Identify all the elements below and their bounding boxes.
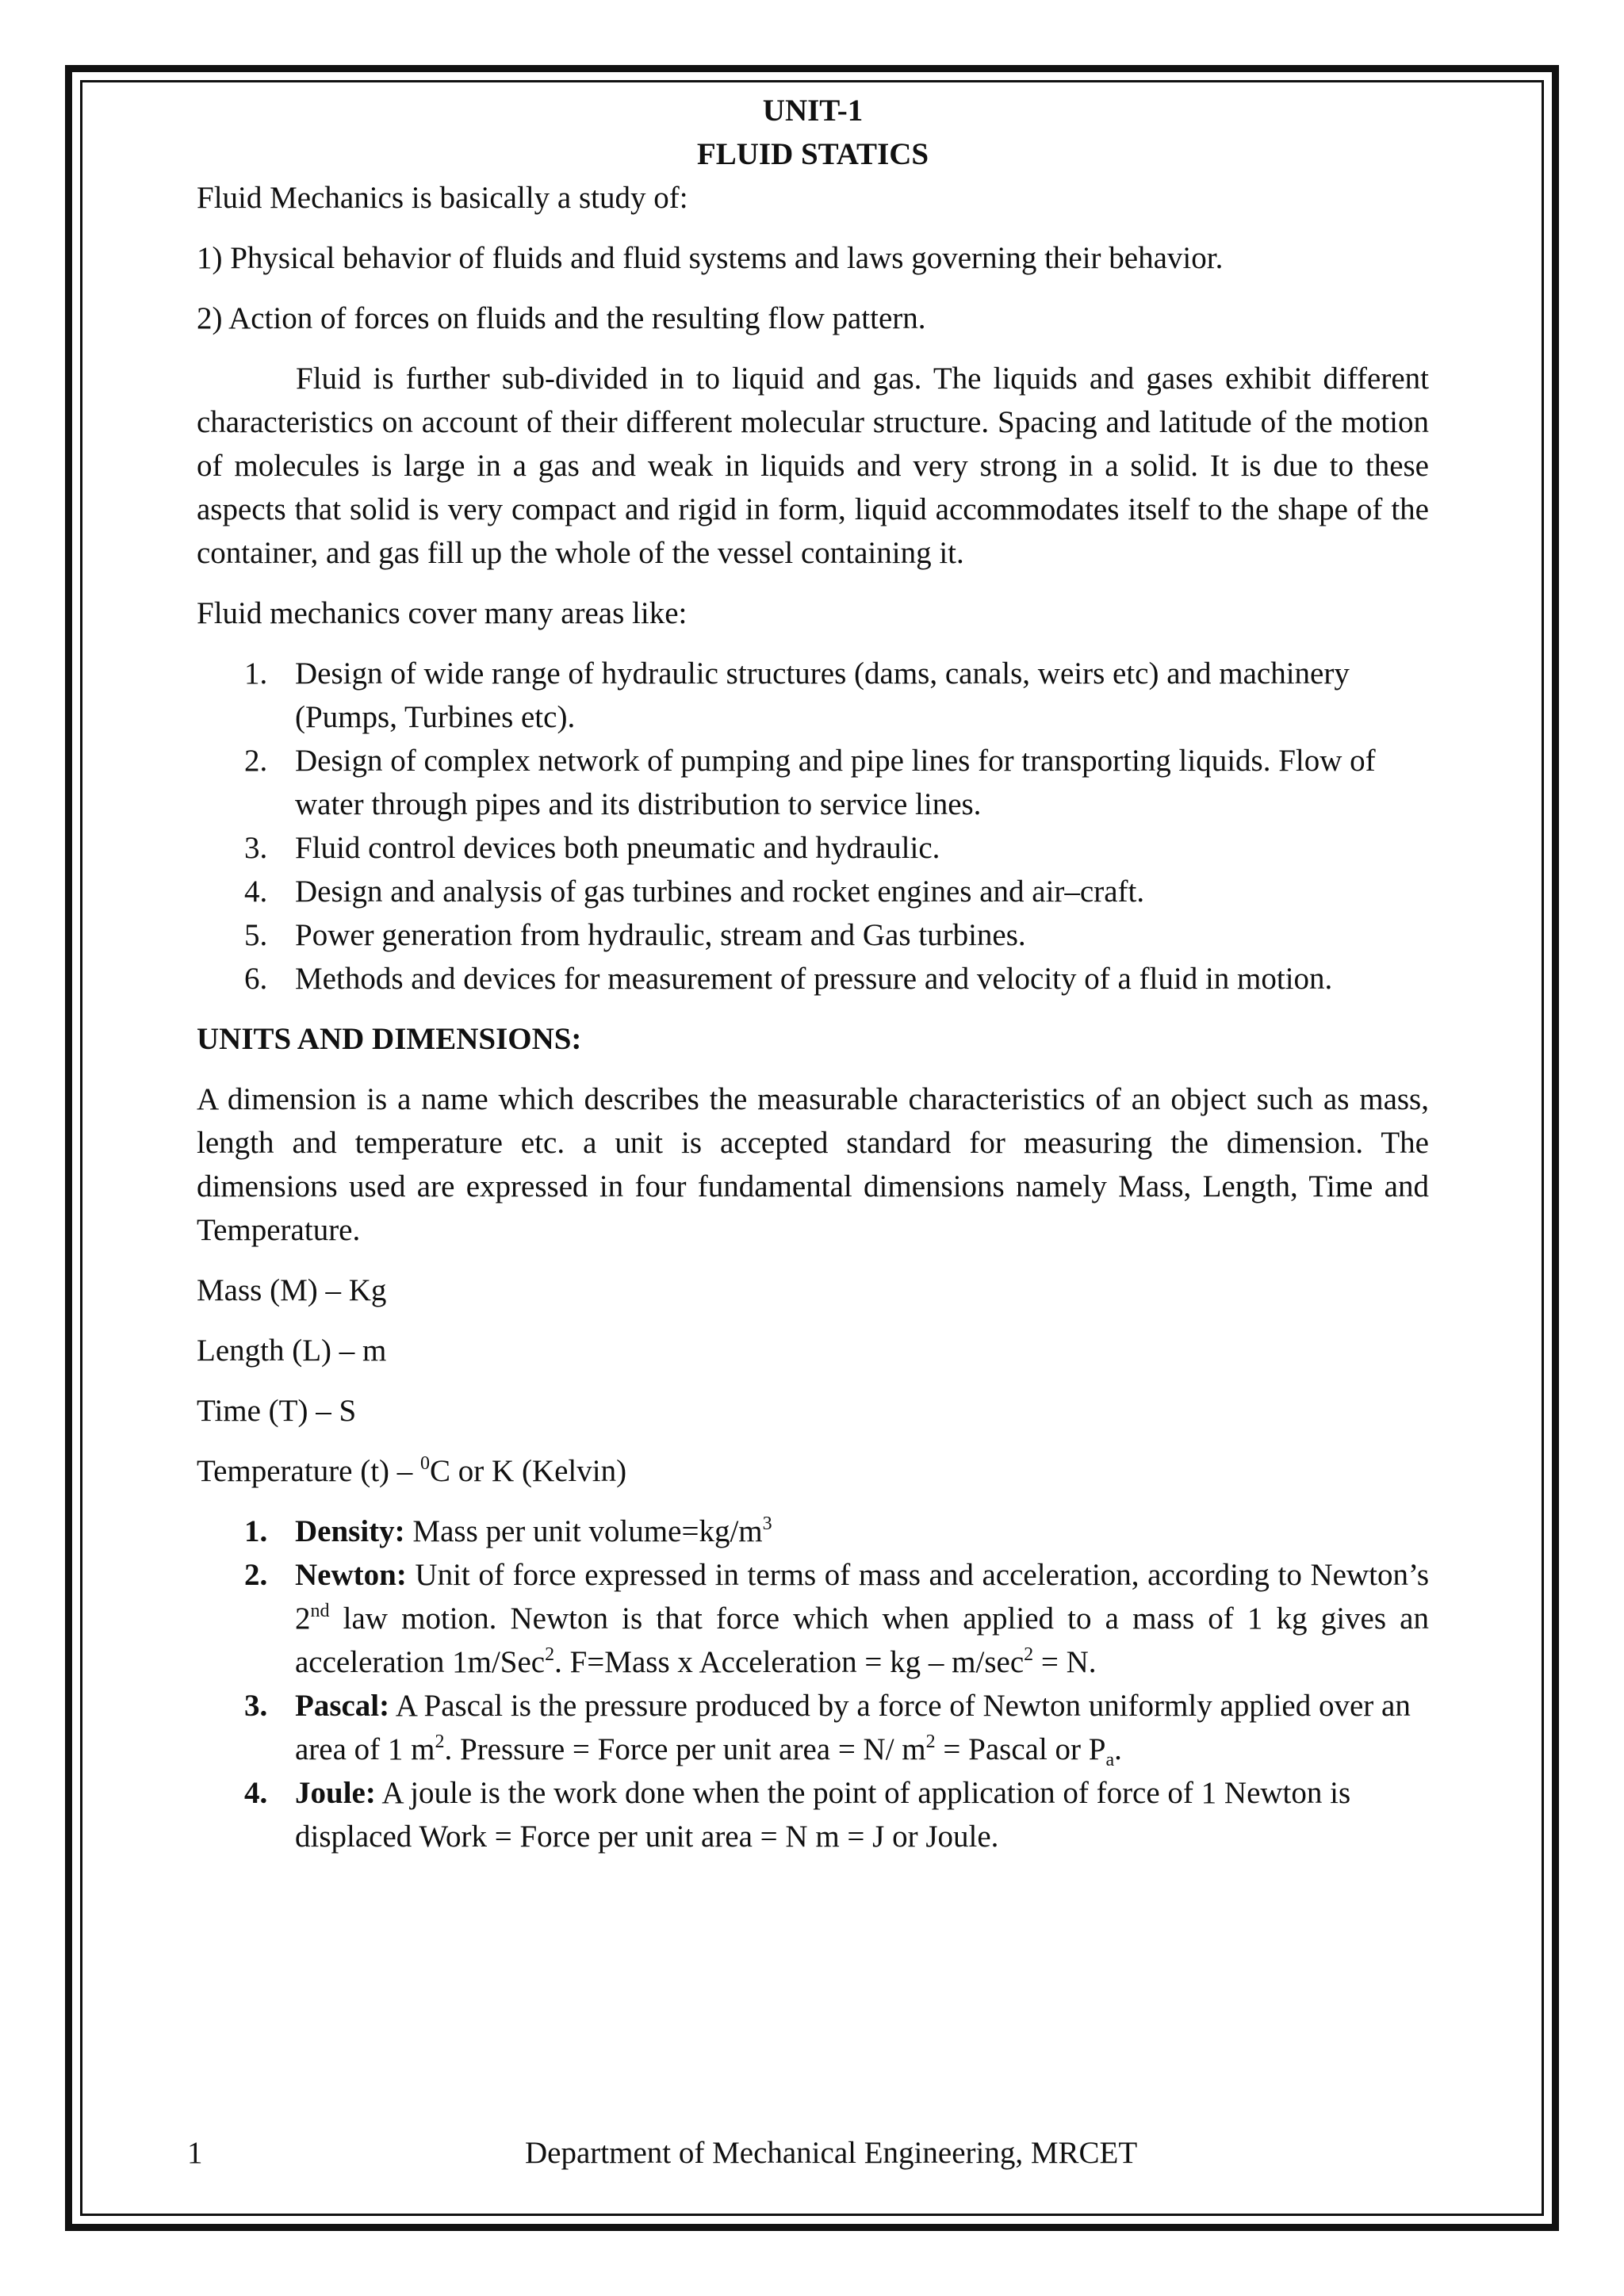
areas-lead: Fluid mechanics cover many areas like:: [197, 596, 688, 630]
list-item: 6. Methods and devices for measurement of pressure and velocity of a fluid in motion.: [244, 962, 1333, 996]
intro-lead: Fluid Mechanics is basically a study of:: [197, 181, 688, 215]
list-item: 2. Design of complex network of pumping and pipe lines for transporting liquids. Flow of water through pipes and its distribution to service lines.: [244, 744, 1376, 821]
footer-department: Department of Mechanical Engineering, MRCET: [525, 2136, 1138, 2170]
unit-temperature: Temperature (t) – $^0$C or K (Kelvin): [197, 1453, 627, 1488]
intro-paragraph: Fluid is further sub-divided in to liquid and gas. The liquids and gases exhibit different characteristics on account of their different molecular structure. Spacing and latitude of the motion of molecules is large in a gas and weak in liquids and very strong in a solid. It is due to these aspects that solid is very compact and rigid in form, liquid accommodates itself to the shape of the container, and gas fill up the whole of the vessel containing it.: [197, 362, 1429, 570]
page-content: [197, 89, 1429, 1858]
unit-mass: Mass (M) – Kg: [197, 1273, 387, 1307]
units-paragraph: A dimension is a name which describes the measurable characteristics of an object such as mass, length and temperature etc. a unit is accepted standard for measuring the dimension. The dimensions used are expressed in four fundamental dimensions namely Mass, Length, Time and Temperature.: [197, 1082, 1429, 1247]
list-item: 4. Design and analysis of gas turbines and rocket engines and air–craft.: [244, 874, 1145, 909]
definitions-list: [197, 1510, 1429, 1858]
page-number: 1: [187, 2136, 203, 2170]
definition-pascal: 3. Pascal: A Pascal is the pressure produced by a force of Newton uniformly applied over an area of 1 $m^2$. Pressure = Force per unit area = N/ $m^2$ = Pascal or $P_a$.: [244, 1689, 1411, 1770]
definition-density: 1. Density: Mass per unit $volume=kg/m^3$: [244, 1513, 772, 1548]
definition-joule: 4. Joule: A joule is the work done when the point of application of force of 1 Newton is displaced Work = Force per unit area = N m = J or Joule.: [244, 1776, 1351, 1854]
unit-time: Time (T) – S: [197, 1394, 357, 1428]
list-item: 3. Fluid control devices both pneumatic and hydraulic.: [244, 831, 940, 865]
intro-point-2: 2) Action of forces on fluids and the resulting flow pattern.: [197, 301, 926, 335]
list-item: 1. Design of wide range of hydraulic structures (dams, canals, weirs etc) and machinery (Pumps, Turbines etc).: [244, 656, 1350, 734]
definition-newton: 2. Newton: Unit of force expressed in terms of mass and acceleration, according to Newton’s 2nd law motion. Newton is that force which when applied to a mass of 1 kg gives an acceleration 1m/Sec$^2$. F=Mass x Acceleration = kg – $m/\sec^2 = N$.: [244, 1558, 1429, 1679]
list-item: 5. Power generation from hydraulic, stream and Gas turbines.: [244, 918, 1026, 952]
chapter-title: FLUID STATICS: [696, 137, 929, 171]
intro-point-1: 1) Physical behavior of fluids and fluid systems and laws governing their behavior.: [197, 241, 1224, 275]
areas-list: [197, 652, 1429, 1001]
section-heading-units: UNITS AND DIMENSIONS:: [197, 1022, 582, 1056]
unit-length: Length (L) – m: [197, 1334, 387, 1368]
unit-heading: UNIT-1: [762, 94, 864, 128]
